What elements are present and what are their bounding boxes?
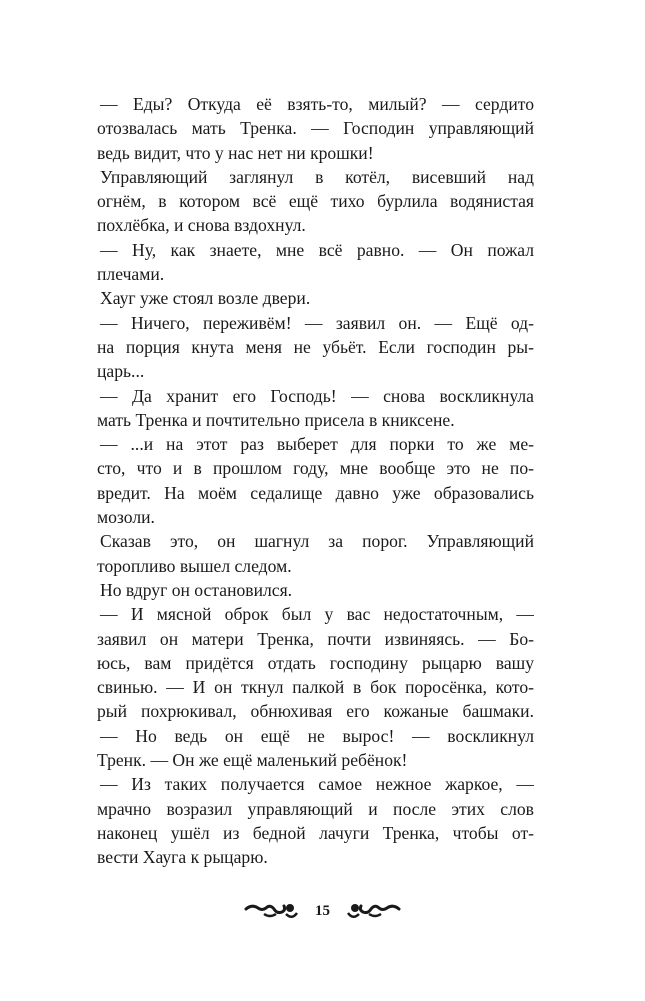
page-number: 15: [315, 902, 330, 919]
text-line: Сказав это, он шагнул за порог. Управляющий: [100, 531, 534, 552]
text-line: юсь, вам придётся отдать господину рыцарю вашу: [97, 652, 534, 673]
text-line: — Ничего, переживём! — заявил он. — Ещё од-: [100, 312, 534, 333]
text-line: — ...и на этот раз выберет для порки то же ме-: [100, 434, 534, 455]
text-line: огнём, в котором всё ещё тихо бурлила водянистая: [97, 191, 534, 212]
text-line: Тренк. — Он же ещё маленький ребёнок!: [97, 750, 408, 771]
text-line: заявил он матери Тренка, почти извиняясь. — Бо-: [97, 628, 534, 649]
text-line: сто, что и в прошлом году, мне вообще это не по-: [97, 458, 534, 479]
right-ornament-icon: [346, 900, 401, 922]
body-text: [97, 92, 534, 870]
text-line: на порция кнута меня не убьёт. Если господин ры-: [97, 336, 534, 357]
text-line: вести Хауга к рыцарю.: [97, 847, 268, 868]
text-line: похлёбка, и снова вздохнул.: [97, 215, 306, 236]
text-line: отозвалась мать Тренка. — Господин управляющий: [97, 118, 534, 139]
text-line: ведь видит, что у нас нет ни крошки!: [97, 142, 374, 163]
text-line: вредит. На моём седалище давно уже образовались: [97, 482, 534, 503]
text-line: Управляющий заглянул в котёл, висевший над: [100, 166, 534, 187]
text-line: рый похрюкивал, обнюхивая его кожаные башмаки.: [97, 701, 534, 722]
text-line: — Да хранит его Господь! — снова воскликнула: [100, 385, 534, 406]
text-line: Но вдруг он остановился.: [100, 579, 293, 600]
left-ornament-icon: [244, 900, 299, 922]
text-line: — Из таких получается самое нежное жаркое, —: [100, 774, 534, 795]
text-line: — И мясной оброк был у вас недостаточным, —: [100, 604, 534, 625]
text-line: мать Тренка и почтительно присела в книксене.: [97, 409, 455, 430]
text-line: — Ну, как знаете, мне всё равно. — Он пожал: [100, 239, 534, 260]
text-line: свинью. — И он ткнул палкой в бок поросёнка, кото-: [97, 677, 534, 698]
text-line: торопливо вышел следом.: [97, 555, 292, 576]
text-line: плечами.: [97, 264, 165, 285]
text-line: — Но ведь он ещё не вырос! — воскликнул: [100, 725, 534, 746]
text-line: мозоли.: [97, 507, 155, 528]
text-line: царь...: [97, 361, 145, 382]
text-line: мрачно возразил управляющий и после этих слов: [97, 798, 534, 819]
text-line: Хауг уже стоял возле двери.: [100, 288, 311, 309]
page-footer: [0, 900, 645, 922]
text-line: наконец ушёл из бедной лачуги Тренка, чтобы от-: [97, 822, 534, 843]
text-line: — Еды? Откуда её взять-то, милый? — сердито: [100, 94, 534, 114]
